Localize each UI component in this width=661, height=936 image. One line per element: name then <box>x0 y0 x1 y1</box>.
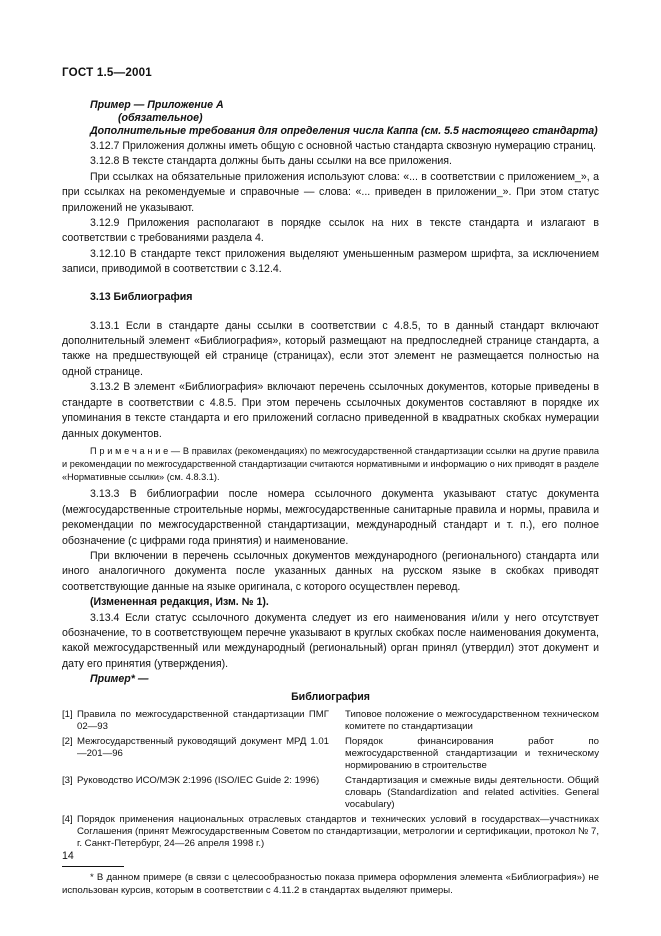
example-status: (обязательное) <box>118 111 203 124</box>
entry-document: Правила по межгосударственной стандартизации ПМГ 02—93 <box>77 709 329 733</box>
entry-document: Порядок применения национальных отраслевых стандартов и технических условий в государствах—участниках Соглашения (принят Межгосударственным Советом по стандартизации, метрологии и сертификации, протокол № 7, г. Санкт-Петербург, 24—26 апреля 1998 г.) <box>77 814 599 850</box>
paragraph-3-13-1: 3.13.1 Если в стандарте даны ссылки в соответствии с 4.8.5, то в данный стандарт включают дополнительный элемент «Библиография», который размещают на предпоследней странице стандарта, а также на предшествующей ей странице (страницах), если этот элемент не размещается полностью на одной странице. <box>62 319 599 378</box>
footnote-divider <box>62 866 124 867</box>
page-number: 14 <box>62 850 74 862</box>
entry-title: Типовое положение о межгосударственном техническом комитете по стандартизации <box>345 709 599 733</box>
section-title-bibliography: 3.13 Библиография <box>90 290 193 303</box>
entry-document: Межгосударственный руководящий документ МРД 1.01—201—96 <box>77 736 329 760</box>
bibliography-entry <box>62 709 599 733</box>
entry-number: [3] <box>62 775 73 787</box>
paragraph-3-12-8-refs: При ссылках на обязательные приложения используют слова: «... в соответствии с приложением_», а при ссылках на рекомендуемые и справочные — слова: «... приведен в приложении_». При этом статус приложений не указывают. <box>62 170 599 214</box>
example-heading: Дополнительные требования для определения числа Каппа (см. 5.5 настоящего стандарта) <box>90 125 598 137</box>
entry-number: [1] <box>62 709 73 721</box>
page-header: ГОСТ 1.5—2001 <box>62 66 152 79</box>
paragraph-3-13-3-intl: При включении в перечень ссылочных документов международного (регионального) стандарта или иного аналогичного документа после указанных данных на русском языке в скобках приводят соответствующие данные на языке оригинала, с которого осуществлен перевод. <box>62 549 599 593</box>
bibliography-entry <box>62 814 599 850</box>
footnote: * В данном примере (в связи с целесообразностью показа примера оформления элемента «Библиография») не использован курсив, которым в соответствии с 4.11.2 в стандартах выделяют примеры. <box>62 872 599 897</box>
entry-number: [2] <box>62 736 73 748</box>
entry-number: [4] <box>62 814 73 826</box>
paragraph-3-12-8: 3.12.8 В тексте стандарта должны быть даны ссылки на все приложения. <box>90 155 452 168</box>
note: П р и м е ч а н и е — В правилах (рекомендациях) по межгосударственной стандартизации ссылки на другие правила и рекомендации по межгосударственной стандартизации считаются нормативными и информацию о них приводят в разделе «Нормативные ссылки» (см. 4.8.3.1). <box>62 445 599 482</box>
entry-title: Стандартизация и смежные виды деятельности. Общий словарь (Standardization and related activities. General vocabulary) <box>345 775 599 811</box>
paragraph-3-13-2: 3.13.2 В элемент «Библиография» включают перечень ссылочных документов, которые приведены в стандарте в соответствии с 4.8.5. При этом перечень ссылочных документов составляют в порядке их упоминания в тексте стандарта и его приложений согласно приведенной в квадратных скобках нумерации данных документов. <box>62 381 599 440</box>
entry-document: Руководство ИСО/МЭК 2:1996 (ISO/IEC Guide 2: 1996) <box>77 775 320 787</box>
amendment-note: (Измененная редакция, Изм. № 1). <box>90 596 269 609</box>
bibliography-list <box>62 709 599 850</box>
paragraph-3-12-7: 3.12.7 Приложения должны иметь общую с основной частью стандарта сквозную нумерацию страниц. <box>90 140 596 152</box>
paragraph-3-13-3: 3.13.3 В библиографии после номера ссылочного документа указывают статус документа (межгосударственные строительные нормы, межгосударственные санитарные правила и нормы, правила и рекомендации по межгосударственной стандартизации, международный стандарт и т. п.), его полное обозначение (с цифрами года принятия) и наименование. <box>62 488 599 547</box>
paragraph-3-13-4: 3.13.4 Если статус ссылочного документа следует из его наименования и/или у него отсутствует обозначение, то в соответствующем перечне указывают в круглых скобках после наименования документа, какой межгосударственный или международный (региональный) орган принял (утвердил) этот документ и дату его принятия (утверждения). <box>62 611 599 670</box>
bibliography-entry <box>62 775 599 811</box>
paragraph-3-12-9: 3.12.9 Приложения располагают в порядке ссылок на них в тексте стандарта и излагают в соответствии с требованиями раздела 4. <box>62 217 599 245</box>
bibliography-title: Библиография <box>291 691 370 704</box>
entry-title: Порядок финансирования работ по межгосударственной стандартизации и техническому нормированию в строительстве <box>345 736 599 772</box>
paragraph-3-12-10: 3.12.10 В стандарте текст приложения выделяют уменьшенным размером шрифта, за исключением записи, приводимой в соответствии с 3.12.4. <box>62 247 599 276</box>
example-label: Пример* — <box>90 673 149 686</box>
bibliography-entry <box>62 736 599 772</box>
example-title: Пример — Приложение А <box>90 99 224 111</box>
